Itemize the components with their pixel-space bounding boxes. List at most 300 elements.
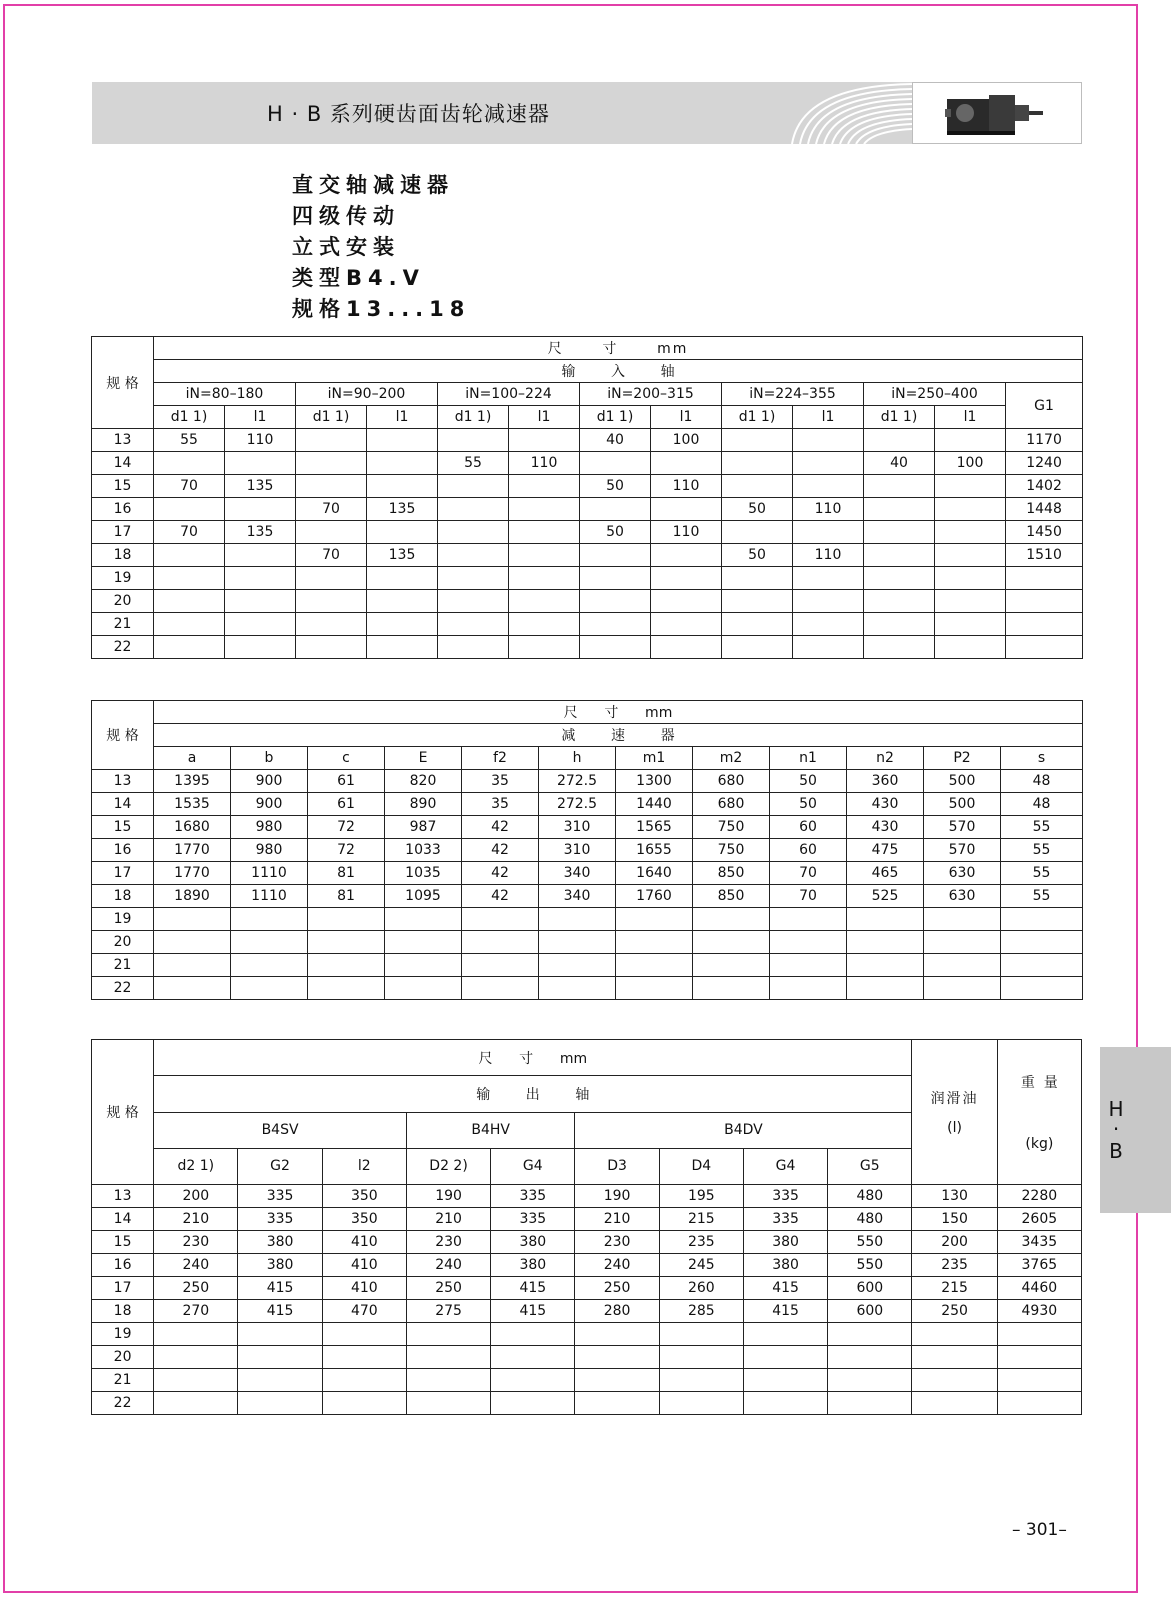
value-cell: 42 — [462, 816, 539, 839]
value-cell — [659, 1323, 743, 1346]
size-cell: 17 — [92, 862, 154, 885]
value-cell: 70 — [770, 885, 847, 908]
table-row — [92, 498, 1083, 521]
value-cell — [491, 1392, 575, 1415]
value-cell — [231, 954, 308, 977]
value-cell: 820 — [385, 770, 462, 793]
value-cell: 230 — [406, 1231, 490, 1254]
value-cell — [935, 567, 1006, 590]
value-cell: 980 — [231, 816, 308, 839]
value-cell — [935, 590, 1006, 613]
value-cell — [539, 908, 616, 931]
table-row — [92, 977, 1083, 1000]
reducer-table — [91, 700, 1083, 1000]
product-heading — [292, 170, 470, 325]
value-cell — [651, 636, 722, 659]
value-cell: 55 — [154, 429, 225, 452]
table-row — [92, 931, 1083, 954]
value-cell — [154, 908, 231, 931]
value-cell — [722, 567, 793, 590]
column-header: s — [1001, 747, 1083, 770]
value-cell: 850 — [693, 885, 770, 908]
size-cell: 21 — [92, 1369, 154, 1392]
value-cell — [847, 931, 924, 954]
value-cell — [651, 590, 722, 613]
value-cell: 890 — [385, 793, 462, 816]
ratio-group: iN=200–315 — [580, 383, 722, 406]
value-cell — [225, 544, 296, 567]
output-shaft-table — [91, 1039, 1082, 1415]
value-cell: 60 — [770, 816, 847, 839]
size-label: 规 格 — [92, 337, 154, 429]
column-header: E — [385, 747, 462, 770]
table-row — [92, 1231, 1082, 1254]
value-cell — [575, 1323, 659, 1346]
value-cell — [580, 498, 651, 521]
section-tab-letter-b: B — [1109, 1139, 1123, 1163]
value-cell — [1006, 613, 1083, 636]
size-cell: 19 — [92, 1323, 154, 1346]
section-tab-dot: · — [1112, 1117, 1120, 1141]
value-cell: 480 — [828, 1185, 912, 1208]
value-cell — [935, 475, 1006, 498]
heading-line-3: 立式安装 — [292, 235, 400, 259]
value-cell: 81 — [308, 862, 385, 885]
value-cell: 135 — [367, 498, 438, 521]
value-cell: 410 — [322, 1277, 406, 1300]
value-cell: 210 — [154, 1208, 238, 1231]
value-cell: 200 — [912, 1231, 997, 1254]
value-cell — [997, 1392, 1081, 1415]
gear-reducer-product-icon — [943, 91, 1053, 137]
value-cell: 110 — [651, 475, 722, 498]
value-cell: 250 — [912, 1300, 997, 1323]
value-cell: 55 — [438, 452, 509, 475]
value-cell — [462, 954, 539, 977]
value-cell — [509, 429, 580, 452]
ratio-group: iN=224–355 — [722, 383, 864, 406]
value-cell: 310 — [539, 816, 616, 839]
value-cell: 900 — [231, 770, 308, 793]
value-cell: 70 — [296, 498, 367, 521]
size-cell: 22 — [92, 636, 154, 659]
value-cell — [580, 613, 651, 636]
value-cell — [580, 452, 651, 475]
value-cell — [154, 977, 231, 1000]
value-cell — [651, 498, 722, 521]
column-header: G4 — [491, 1148, 575, 1184]
value-cell: 1770 — [154, 862, 231, 885]
value-cell — [509, 567, 580, 590]
col-l1: l1 — [367, 406, 438, 429]
table-row — [92, 954, 1083, 977]
value-cell — [231, 908, 308, 931]
weight-unit: (kg) — [1025, 1136, 1054, 1152]
value-cell — [924, 931, 1001, 954]
value-cell — [225, 452, 296, 475]
value-cell — [225, 613, 296, 636]
value-cell: 50 — [770, 793, 847, 816]
value-cell: 430 — [847, 793, 924, 816]
value-cell — [509, 636, 580, 659]
table-row — [92, 567, 1083, 590]
value-cell — [308, 931, 385, 954]
value-cell: 1402 — [1006, 475, 1083, 498]
value-cell — [722, 452, 793, 475]
table-row — [92, 544, 1083, 567]
dimension-title: 尺 寸 mm — [154, 701, 1083, 724]
value-cell — [154, 567, 225, 590]
model-group-b4sv: B4SV — [154, 1112, 407, 1148]
size-cell: 16 — [92, 498, 154, 521]
table-row — [92, 1323, 1082, 1346]
heading-line-1: 直交轴减速器 — [292, 173, 454, 197]
value-cell — [651, 613, 722, 636]
value-cell: 245 — [659, 1254, 743, 1277]
value-cell — [225, 567, 296, 590]
size-cell: 14 — [92, 793, 154, 816]
size-cell: 20 — [92, 931, 154, 954]
value-cell — [385, 908, 462, 931]
value-cell: 380 — [491, 1231, 575, 1254]
value-cell — [616, 977, 693, 1000]
value-cell: 150 — [912, 1208, 997, 1231]
model-group-b4dv: B4DV — [575, 1112, 912, 1148]
value-cell: 500 — [924, 793, 1001, 816]
value-cell — [722, 429, 793, 452]
value-cell: 600 — [828, 1277, 912, 1300]
value-cell — [322, 1346, 406, 1369]
value-cell: 1095 — [385, 885, 462, 908]
value-cell — [308, 954, 385, 977]
table-row — [92, 1369, 1082, 1392]
size-cell: 21 — [92, 613, 154, 636]
value-cell — [580, 567, 651, 590]
value-cell: 275 — [406, 1300, 490, 1323]
value-cell — [367, 452, 438, 475]
value-cell: 340 — [539, 885, 616, 908]
value-cell — [793, 636, 864, 659]
table-row — [92, 908, 1083, 931]
column-header: n2 — [847, 747, 924, 770]
column-header: b — [231, 747, 308, 770]
oil-label: 润滑油 — [930, 1091, 979, 1107]
weight-header — [997, 1040, 1081, 1185]
value-cell — [935, 544, 1006, 567]
page-number: – 301– — [1012, 1520, 1067, 1540]
size-cell: 19 — [92, 908, 154, 931]
col-d1: d1 1) — [154, 406, 225, 429]
value-cell — [154, 1392, 238, 1415]
column-header: c — [308, 747, 385, 770]
value-cell: 630 — [924, 885, 1001, 908]
size-cell: 19 — [92, 567, 154, 590]
value-cell — [912, 1369, 997, 1392]
value-cell — [509, 590, 580, 613]
column-header: f2 — [462, 747, 539, 770]
value-cell — [912, 1323, 997, 1346]
table-row — [92, 521, 1083, 544]
value-cell: 235 — [659, 1231, 743, 1254]
dimension-title: 尺 寸 mm — [154, 1040, 912, 1076]
value-cell: 135 — [225, 475, 296, 498]
value-cell: 260 — [659, 1277, 743, 1300]
value-cell — [462, 977, 539, 1000]
value-cell — [864, 498, 935, 521]
value-cell — [322, 1392, 406, 1415]
value-cell: 750 — [693, 816, 770, 839]
value-cell: 1110 — [231, 885, 308, 908]
size-cell: 14 — [92, 1208, 154, 1231]
value-cell: 1033 — [385, 839, 462, 862]
value-cell — [367, 613, 438, 636]
value-cell: 135 — [367, 544, 438, 567]
value-cell: 70 — [154, 521, 225, 544]
value-cell — [509, 498, 580, 521]
table-row — [92, 793, 1083, 816]
value-cell — [438, 429, 509, 452]
value-cell: 230 — [154, 1231, 238, 1254]
value-cell: 100 — [651, 429, 722, 452]
value-cell — [367, 521, 438, 544]
value-cell — [722, 636, 793, 659]
value-cell: 240 — [575, 1254, 659, 1277]
value-cell — [154, 931, 231, 954]
value-cell — [238, 1392, 322, 1415]
value-cell: 215 — [912, 1277, 997, 1300]
col-d1: d1 1) — [438, 406, 509, 429]
value-cell: 470 — [322, 1300, 406, 1323]
value-cell: 48 — [1001, 770, 1083, 793]
value-cell: 465 — [847, 862, 924, 885]
value-cell — [935, 521, 1006, 544]
value-cell: 1770 — [154, 839, 231, 862]
value-cell — [722, 590, 793, 613]
column-header: G4 — [743, 1148, 827, 1184]
value-cell: 475 — [847, 839, 924, 862]
table-row — [92, 452, 1083, 475]
output-shaft-subtitle: 输 出 轴 — [154, 1076, 912, 1112]
value-cell: 335 — [743, 1185, 827, 1208]
value-cell: 415 — [491, 1300, 575, 1323]
value-cell — [935, 613, 1006, 636]
value-cell: 110 — [793, 544, 864, 567]
value-cell — [154, 1369, 238, 1392]
value-cell — [743, 1346, 827, 1369]
value-cell: 415 — [743, 1277, 827, 1300]
col-d1: d1 1) — [580, 406, 651, 429]
value-cell: 110 — [793, 498, 864, 521]
table-row — [92, 1346, 1082, 1369]
value-cell: 61 — [308, 793, 385, 816]
value-cell: 40 — [864, 452, 935, 475]
value-cell — [616, 931, 693, 954]
value-cell — [997, 1346, 1081, 1369]
value-cell — [406, 1369, 490, 1392]
table-row — [92, 1277, 1082, 1300]
value-cell: 750 — [693, 839, 770, 862]
value-cell — [770, 931, 847, 954]
value-cell — [438, 636, 509, 659]
value-cell: 42 — [462, 862, 539, 885]
value-cell: 50 — [722, 498, 793, 521]
value-cell: 380 — [743, 1231, 827, 1254]
value-cell — [575, 1346, 659, 1369]
value-cell — [238, 1369, 322, 1392]
value-cell: 50 — [580, 475, 651, 498]
value-cell: 360 — [847, 770, 924, 793]
value-cell — [828, 1323, 912, 1346]
value-cell — [438, 475, 509, 498]
size-cell: 20 — [92, 1346, 154, 1369]
value-cell: 272.5 — [539, 770, 616, 793]
value-cell: 680 — [693, 770, 770, 793]
value-cell — [296, 521, 367, 544]
value-cell — [864, 521, 935, 544]
size-cell: 17 — [92, 1277, 154, 1300]
value-cell — [296, 636, 367, 659]
input-shaft-subtitle: 输 入 轴 — [154, 360, 1083, 383]
value-cell: 110 — [509, 452, 580, 475]
value-cell — [462, 931, 539, 954]
value-cell — [659, 1369, 743, 1392]
value-cell — [1001, 954, 1083, 977]
value-cell: 1440 — [616, 793, 693, 816]
value-cell: 550 — [828, 1254, 912, 1277]
col-l1: l1 — [225, 406, 296, 429]
value-cell: 430 — [847, 816, 924, 839]
value-cell: 50 — [722, 544, 793, 567]
value-cell: 550 — [828, 1231, 912, 1254]
value-cell: 250 — [406, 1277, 490, 1300]
table-row — [92, 613, 1083, 636]
value-cell: 55 — [1001, 816, 1083, 839]
column-header: D2 2) — [406, 1148, 490, 1184]
value-cell: 130 — [912, 1185, 997, 1208]
column-header: G5 — [828, 1148, 912, 1184]
value-cell — [322, 1323, 406, 1346]
value-cell: 135 — [225, 521, 296, 544]
table-row — [92, 636, 1083, 659]
value-cell — [793, 429, 864, 452]
value-cell: 335 — [743, 1208, 827, 1231]
table-row — [92, 1392, 1082, 1415]
header-banner — [92, 82, 1082, 144]
value-cell: 35 — [462, 793, 539, 816]
value-cell: 980 — [231, 839, 308, 862]
value-cell: 410 — [322, 1254, 406, 1277]
value-cell — [1001, 908, 1083, 931]
size-cell: 22 — [92, 1392, 154, 1415]
table-row — [92, 839, 1083, 862]
value-cell — [296, 590, 367, 613]
column-header: l2 — [322, 1148, 406, 1184]
value-cell — [616, 954, 693, 977]
value-cell: 335 — [238, 1208, 322, 1231]
value-cell: 240 — [406, 1254, 490, 1277]
value-cell — [793, 521, 864, 544]
value-cell — [509, 475, 580, 498]
value-cell — [491, 1323, 575, 1346]
table-row — [92, 1185, 1082, 1208]
value-cell — [924, 977, 1001, 1000]
value-cell — [367, 567, 438, 590]
value-cell — [238, 1346, 322, 1369]
value-cell — [722, 475, 793, 498]
value-cell — [1006, 590, 1083, 613]
value-cell: 500 — [924, 770, 1001, 793]
heading-line-4: 类型B4.V — [292, 266, 425, 290]
value-cell: 35 — [462, 770, 539, 793]
value-cell — [743, 1323, 827, 1346]
value-cell — [438, 498, 509, 521]
size-cell: 15 — [92, 816, 154, 839]
col-d1: d1 1) — [864, 406, 935, 429]
value-cell: 48 — [1001, 793, 1083, 816]
value-cell — [864, 590, 935, 613]
value-cell: 415 — [238, 1300, 322, 1323]
size-cell: 20 — [92, 590, 154, 613]
value-cell: 415 — [238, 1277, 322, 1300]
value-cell — [1006, 636, 1083, 659]
value-cell — [539, 931, 616, 954]
value-cell: 1448 — [1006, 498, 1083, 521]
value-cell — [539, 977, 616, 1000]
value-cell — [154, 498, 225, 521]
value-cell — [651, 567, 722, 590]
value-cell: 1680 — [154, 816, 231, 839]
page-title: H · B 系列硬齿面齿轮减速器 — [267, 102, 550, 126]
value-cell — [935, 429, 1006, 452]
column-header: n1 — [770, 747, 847, 770]
size-cell: 16 — [92, 839, 154, 862]
reducer-subtitle: 减 速 器 — [154, 724, 1083, 747]
value-cell — [296, 613, 367, 636]
size-cell: 22 — [92, 977, 154, 1000]
value-cell — [438, 613, 509, 636]
col-l1: l1 — [935, 406, 1006, 429]
col-d1: d1 1) — [722, 406, 793, 429]
value-cell: 850 — [693, 862, 770, 885]
value-cell — [693, 954, 770, 977]
value-cell — [935, 498, 1006, 521]
value-cell: 42 — [462, 839, 539, 862]
value-cell: 1535 — [154, 793, 231, 816]
value-cell — [912, 1346, 997, 1369]
value-cell: 55 — [1001, 862, 1083, 885]
value-cell — [575, 1369, 659, 1392]
value-cell — [743, 1392, 827, 1415]
size-cell: 18 — [92, 544, 154, 567]
column-header: a — [154, 747, 231, 770]
value-cell: 1760 — [616, 885, 693, 908]
value-cell: 310 — [539, 839, 616, 862]
table-row — [92, 590, 1083, 613]
value-cell: 335 — [491, 1208, 575, 1231]
value-cell: 410 — [322, 1231, 406, 1254]
size-cell: 18 — [92, 885, 154, 908]
value-cell — [385, 931, 462, 954]
value-cell — [770, 954, 847, 977]
size-cell: 17 — [92, 521, 154, 544]
value-cell: 3435 — [997, 1231, 1081, 1254]
value-cell — [847, 977, 924, 1000]
value-cell — [509, 521, 580, 544]
value-cell — [580, 544, 651, 567]
value-cell — [659, 1392, 743, 1415]
col-l1: l1 — [793, 406, 864, 429]
value-cell — [154, 613, 225, 636]
